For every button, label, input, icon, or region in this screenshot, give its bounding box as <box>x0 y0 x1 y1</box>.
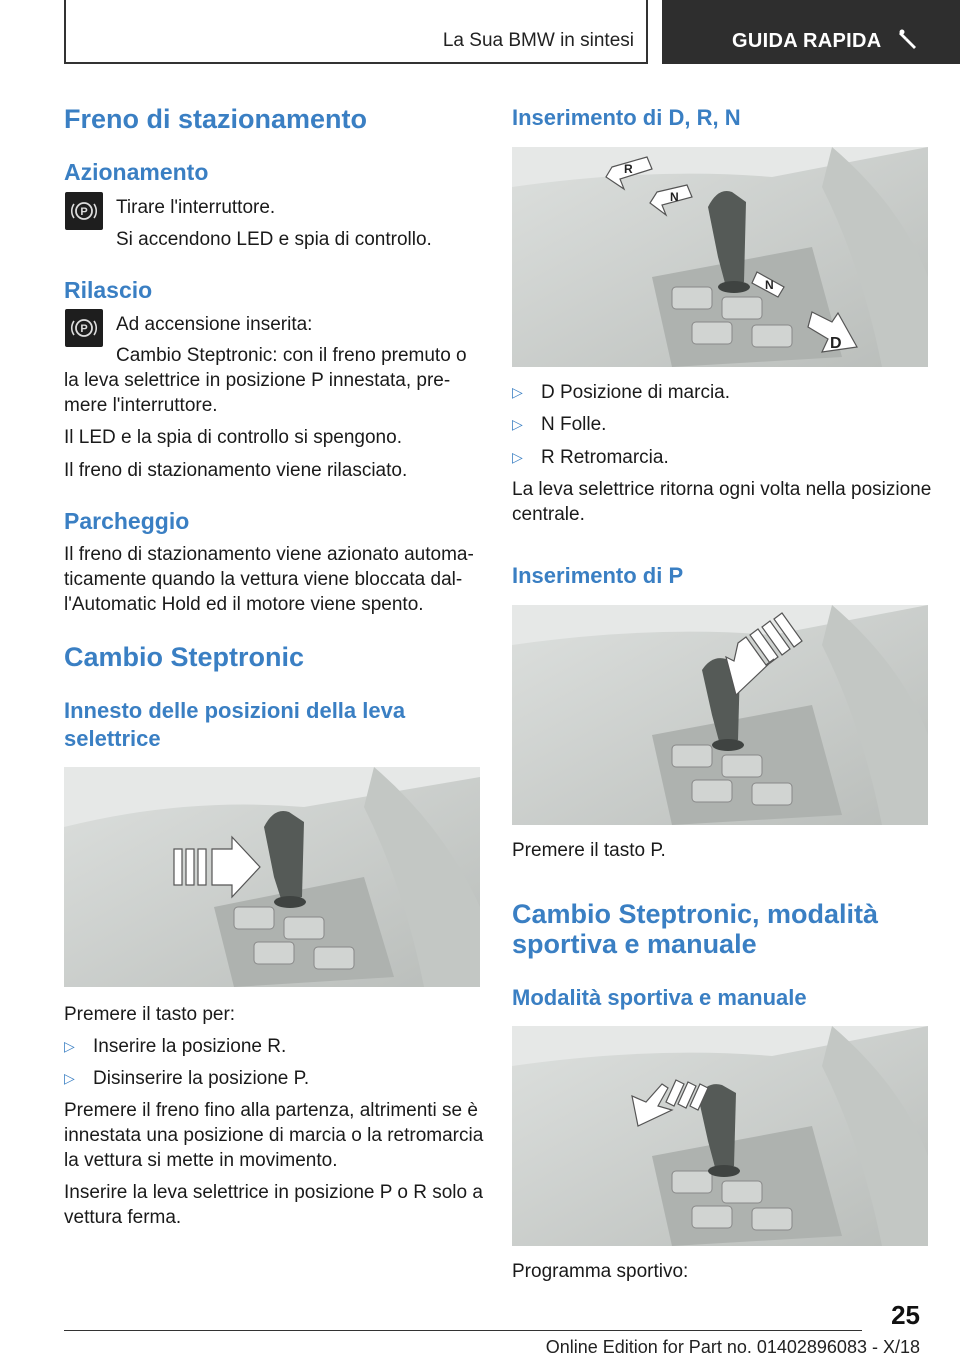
bullet-triangle-icon: ▷ <box>512 384 523 400</box>
header-tab-label: GUIDA RAPIDA <box>732 30 882 52</box>
innesto-p1-line2: innestata una posizione di marcia o la retromarcia <box>64 1125 484 1146</box>
rilascio-line5: Il LED e la spia di controllo si spengono. <box>64 427 402 448</box>
innesto-p2-line2: vettura ferma. <box>64 1207 182 1228</box>
svg-text:P: P <box>80 323 88 335</box>
title-steptronic: Cambio Steptronic <box>64 642 305 672</box>
svg-text:P: P <box>80 206 88 218</box>
heading-rilascio: Rilascio <box>64 277 153 303</box>
innesto-p2-line1: Inserire la leva selettrice in posizione P o R solo a <box>64 1182 483 1203</box>
footer-divider <box>64 1330 862 1331</box>
rilascio-line1: Ad accensione inserita: <box>116 314 313 335</box>
heading-drn: Inserimento di D, R, N <box>512 105 741 130</box>
rilascio-line2: Cambio Steptronic: con il freno premuto o <box>116 345 467 366</box>
heading-innesto-line2: selettrice <box>64 726 161 751</box>
parking-brake-icon <box>65 192 103 230</box>
svg-text:N: N <box>765 278 774 292</box>
figure-sport-mode <box>512 1026 928 1246</box>
innesto-intro: Premere il tasto per: <box>64 1004 236 1025</box>
heading-p-insert: Inserimento di P <box>512 563 684 588</box>
heading-parcheggio: Parcheggio <box>64 508 190 534</box>
svg-text:D: D <box>830 335 842 352</box>
bullet-triangle-icon: ▷ <box>512 416 523 432</box>
title-sport-line2: sportiva e manuale <box>512 929 757 959</box>
header-tab[interactable] <box>662 0 960 64</box>
drn-p-line1: La leva selettrice ritorna ogni volta nella posizione <box>512 479 932 500</box>
footer-edition: Online Edition for Part no. 01402896083 - X/18 <box>545 1337 920 1357</box>
header-section-box <box>64 0 648 64</box>
rilascio-line3: la leva selettrice in posizione P innestata, pre- <box>64 370 451 391</box>
figure-p-button <box>512 605 928 825</box>
azionamento-line2: Si accendono LED e spia di controllo. <box>116 229 432 250</box>
innesto-p1-line1: Premere il freno fino alla partenza, altrimenti se è <box>64 1100 478 1121</box>
page-number: 25 <box>891 1300 920 1330</box>
title-sport-line1: Cambio Steptronic, modalità <box>512 899 879 929</box>
bullet-triangle-icon: ▷ <box>512 449 523 465</box>
innesto-p1-line3: la vettura si mette in movimento. <box>64 1150 338 1171</box>
figure-selector-lever-button <box>64 767 480 987</box>
azionamento-line1: Tirare l'interruttore. <box>116 197 276 218</box>
parcheggio-line1: Il freno di stazionamento viene azionato automa- <box>64 544 474 565</box>
parking-brake-icon <box>65 309 103 347</box>
parcheggio-line3: l'Automatic Hold ed il motore viene spento. <box>64 594 424 615</box>
svg-text:R: R <box>624 162 633 176</box>
svg-text:N: N <box>670 190 679 204</box>
p-insert-text: Premere il tasto P. <box>512 840 666 861</box>
bullet-triangle-icon: ▷ <box>64 1070 75 1086</box>
sport-text: Programma sportivo: <box>512 1261 689 1282</box>
figure-drn-positions <box>512 147 928 367</box>
heading-azionamento: Azionamento <box>64 159 209 185</box>
wrench-icon <box>898 28 920 55</box>
rilascio-line6: Il freno di stazionamento viene rilasciato. <box>64 460 408 481</box>
rilascio-line4: mere l'interruttore. <box>64 395 218 416</box>
drn-p-line2: centrale. <box>512 504 585 525</box>
title-parking-brake: Freno di stazionamento <box>64 104 368 134</box>
bullet-triangle-icon: ▷ <box>64 1038 75 1054</box>
heading-innesto-line1: Innesto delle posizioni della leva <box>64 698 406 723</box>
header-section-title: La Sua BMW in sintesi <box>442 30 634 51</box>
parcheggio-line2: ticamente quando la vettura viene bloccata dal- <box>64 569 463 590</box>
heading-sport: Modalità sportiva e manuale <box>512 985 807 1010</box>
